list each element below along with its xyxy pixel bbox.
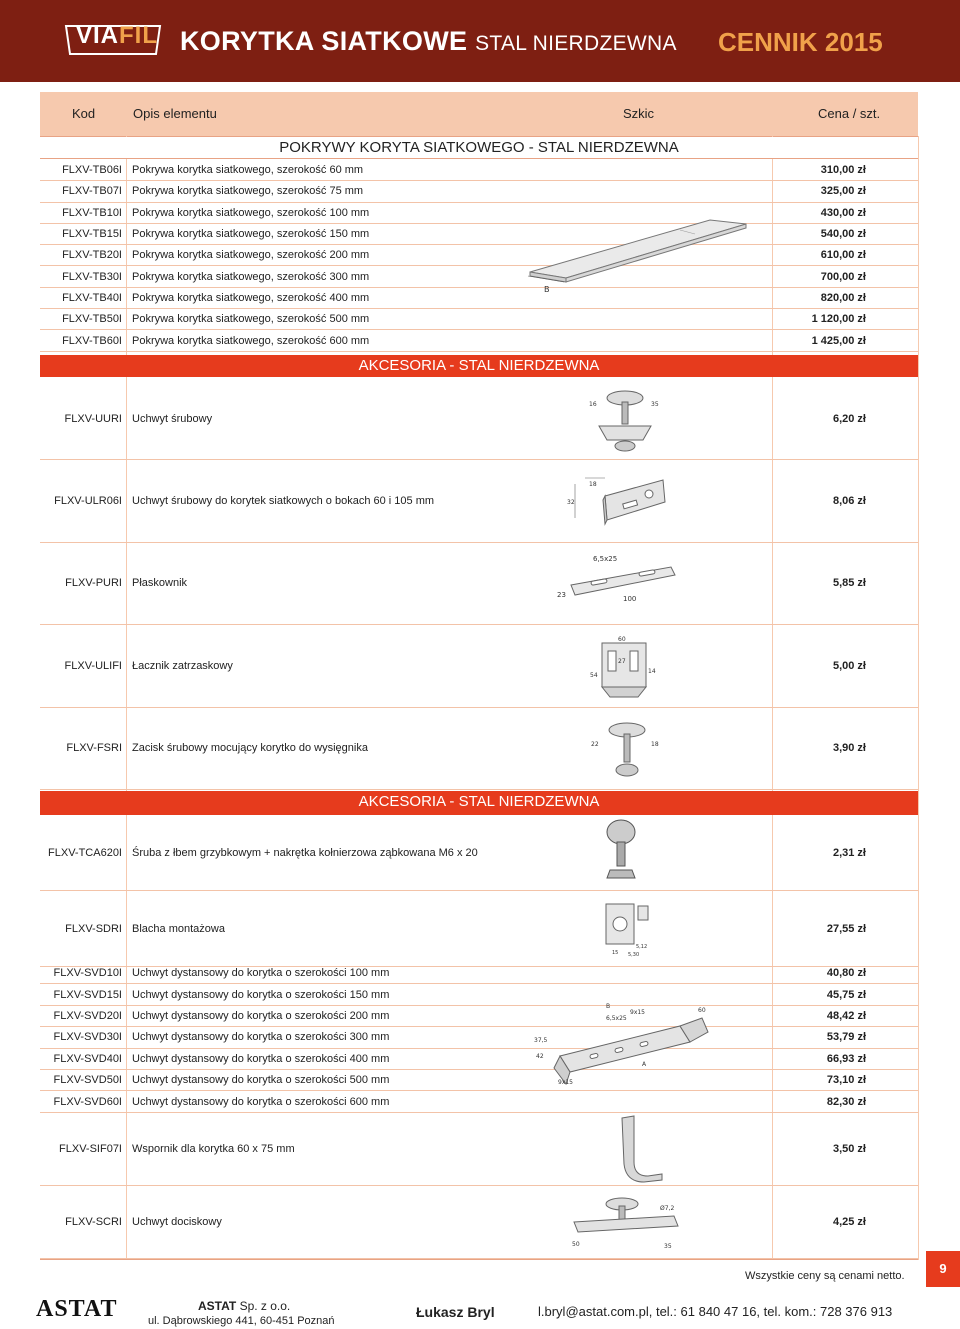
row-code: FLXV-SVD50I [53, 1074, 122, 1087]
row-desc: Uchwyt dystansowy do korytka o szerokości 600 mm [132, 1095, 390, 1108]
sketch-label: 6,5x25 [593, 555, 618, 563]
row-desc: Wspornik dla korytka 60 x 75 mm [132, 1143, 295, 1155]
row-code: FLXV-SVD15I [53, 988, 122, 1001]
row-desc: Uchwyt dystansowy do korytka o szerokości 400 mm [132, 1052, 390, 1065]
page-number: 9 [926, 1251, 960, 1287]
sketch-label: 18 [589, 481, 597, 488]
row-desc: Pokrywa korytka siatkowego, szerokość 400 mm [132, 291, 370, 304]
row-price: 73,10 zł [826, 1074, 866, 1087]
col-desc: Opis elementu [133, 106, 217, 121]
table-row [40, 625, 918, 707]
row-price: 27,55 zł [826, 922, 866, 935]
sketch-label: 42 [536, 1053, 544, 1060]
row-code: FLXV-FSRI [66, 742, 122, 755]
sketch-label: 60 [618, 636, 626, 643]
row-price: 5,00 zł [832, 659, 866, 672]
sketch-label: 50 [572, 1241, 580, 1248]
row-price: 325,00 zł [820, 185, 866, 198]
flat-bar-sketch-icon [553, 553, 683, 603]
row-price: 430,00 zł [820, 206, 866, 219]
row-desc: Śruba z łbem grzybkowym + nakrętka kołnierzowa ząbkowana M6 x 20 [132, 846, 478, 859]
bracket-sketch-icon [608, 1112, 668, 1184]
row-price: 8,06 zł [832, 495, 866, 508]
sketch-label: A [642, 1061, 647, 1068]
sketch-label: 5,30 [628, 952, 640, 958]
table-row [40, 181, 918, 202]
row-price: 82,30 zł [826, 1095, 866, 1108]
table-row [40, 543, 918, 625]
table-header [40, 92, 918, 136]
row-code: FLXV-ULIFI [64, 659, 122, 672]
net-prices-note: Wszystkie ceny są cenami netto. [745, 1270, 905, 1282]
distance-holder-sketch-icon [530, 998, 720, 1090]
section-accessories-2: AKCESORIA - STAL NIERDZEWNA [40, 791, 918, 815]
side-holder-sketch-icon [565, 474, 675, 534]
row-code: FLXV-TB15I [62, 228, 122, 241]
row-code: FLXV-UURI [64, 412, 122, 425]
sketch-label: 32 [567, 499, 575, 506]
sketch-label: 35 [664, 1243, 672, 1250]
row-desc: Pokrywa korytka siatkowego, szerokość 500 mm [132, 313, 370, 326]
row-price: 540,00 zł [820, 228, 866, 241]
screw-holder-sketch-icon [585, 388, 665, 456]
row-price: 45,75 zł [826, 988, 866, 1001]
section-covers: POKRYWY KORYTA SIATKOWEGO - STAL NIERDZEWNA [40, 137, 918, 159]
section-accessories: AKCESORIA - STAL NIERDZEWNA [40, 355, 918, 377]
snap-connector-sketch-icon [588, 633, 664, 701]
company-name: ASTAT Sp. z o.o. [198, 1299, 291, 1313]
page-header [0, 0, 960, 82]
table-row [40, 708, 918, 790]
row-desc: Uchwyt śrubowy do korytek siatkowych o bokach 60 i 105 mm [132, 495, 435, 508]
row-code: FLXV-TB40I [62, 291, 122, 304]
table-row [40, 309, 918, 330]
row-desc: Pokrywa korytka siatkowego, szerokość 150 mm [132, 228, 370, 241]
row-code: FLXV-SVD30I [53, 1031, 122, 1044]
sketch-label: B [606, 1003, 611, 1010]
company-address: ul. Dąbrowskiego 441, 60-451 Poznań [148, 1315, 335, 1327]
row-desc: Uchwyt śrubowy [132, 412, 213, 425]
row-price: 1 425,00 zł [811, 334, 866, 347]
row-code: FLXV-SVD40I [53, 1052, 122, 1065]
table-row [40, 1070, 918, 1091]
row-price: 40,80 zł [826, 967, 866, 980]
sketch-label: 35 [651, 401, 659, 408]
table-row [40, 815, 918, 891]
row-price: 3,50 zł [832, 1143, 866, 1155]
row-code: FLXV-ULR06I [54, 495, 122, 508]
row-code: FLXV-TB10I [62, 206, 122, 219]
row-price: 700,00 zł [820, 270, 866, 283]
row-code: FLXV-TB20I [62, 249, 122, 262]
sketch-label: 6,5x25 [606, 1015, 627, 1022]
row-code: FLXV-TB07I [62, 185, 122, 198]
sketch-label: 22 [591, 741, 599, 748]
row-price: 610,00 zł [820, 249, 866, 262]
row-code: FLXV-TCA620I [48, 846, 122, 859]
row-price: 66,93 zł [826, 1052, 866, 1065]
row-desc: Pokrywa korytka siatkowego, szerokość 75 mm [132, 185, 364, 198]
table-row [40, 245, 918, 266]
row-code: FLXV-SCRI [65, 1216, 122, 1228]
sketch-label: 5,12 [636, 944, 648, 950]
row-desc: Łacznik zatrzaskowy [132, 659, 233, 672]
col-sketch: Szkic [623, 106, 655, 121]
clamp-screw-sketch-icon [585, 718, 675, 784]
sketch-label: 9x15 [630, 1009, 646, 1016]
table-row [40, 203, 918, 224]
contact-person: Łukasz Bryl [416, 1304, 495, 1320]
table-row [40, 224, 918, 245]
sketch-label: 18 [651, 741, 659, 748]
row-price: 4,25 zł [832, 1216, 866, 1228]
sketch-label: 14 [648, 668, 656, 675]
row-desc: Pokrywa korytka siatkowego, szerokość 200 mm [132, 249, 370, 262]
contact-details[interactable]: l.bryl@astat.com.pl, tel.: 61 840 47 16, tel. kom.: 728 376 913 [538, 1304, 893, 1319]
brand-logo: VIAFIL [76, 22, 159, 49]
row-desc: Uchwyt dociskowy [132, 1216, 222, 1228]
row-desc: Uchwyt dystansowy do korytka o szerokości 150 mm [132, 988, 390, 1001]
table-row [40, 1027, 918, 1048]
table-row [40, 1006, 918, 1027]
row-desc: Uchwyt dystansowy do korytka o szerokości 200 mm [132, 1009, 390, 1022]
sketch-label: B [544, 285, 550, 294]
row-code: FLXV-PURI [65, 577, 122, 590]
row-desc: Uchwyt dystansowy do korytka o szerokości 100 mm [132, 967, 390, 980]
row-price: 820,00 zł [820, 291, 866, 304]
sketch-label: 16 [589, 401, 597, 408]
mushroom-screw-sketch-icon [598, 818, 644, 888]
sketch-label: 60 [698, 1007, 706, 1014]
price-list-year: CENNIK 2015 [718, 27, 883, 57]
pressure-holder-sketch-icon [560, 1190, 690, 1252]
col-code: Kod [72, 106, 96, 121]
table-row [40, 267, 918, 288]
column-divider [918, 136, 919, 1260]
row-desc: Płaskownik [132, 577, 188, 590]
sketch-label: 100 [623, 595, 637, 603]
table-row [40, 963, 918, 984]
row-price: 48,42 zł [826, 1009, 866, 1022]
row-desc: Uchwyt dystansowy do korytka o szerokości 500 mm [132, 1074, 390, 1087]
table-row [40, 160, 918, 181]
table-row [40, 330, 918, 351]
sketch-label: Ø7,2 [660, 1205, 675, 1212]
row-code: FLXV-TB06I [62, 164, 122, 177]
table-row [40, 378, 918, 460]
row-price: 6,20 zł [832, 412, 866, 425]
mounting-plate-sketch-icon [590, 898, 670, 960]
row-price: 1 120,00 zł [811, 313, 866, 326]
row-desc: Pokrywa korytka siatkowego, szerokość 600 mm [132, 334, 370, 347]
row-desc: Pokrywa korytka siatkowego, szerokość 100 mm [132, 206, 370, 219]
row-price: 53,79 zł [826, 1031, 866, 1044]
row-code: FLXV-SVD20I [53, 1009, 122, 1022]
sketch-label: 27 [618, 658, 626, 665]
table-row [40, 1186, 918, 1259]
table-row [40, 1049, 918, 1070]
table-row [40, 1113, 918, 1186]
sketch-label: 9x15 [558, 1079, 574, 1086]
row-code: FLXV-SIF07I [59, 1143, 122, 1155]
table-row [40, 460, 918, 542]
row-code: FLXV-SVD10I [53, 967, 122, 980]
row-code: FLXV-SVD60I [53, 1095, 122, 1108]
cover-sketch-icon [520, 212, 750, 294]
row-code: FLXV-TB30I [62, 270, 122, 283]
sketch-label: 15 [612, 950, 619, 956]
page-title: KORYTKA SIATKOWE STAL NIERDZEWNA [180, 26, 677, 56]
row-code: FLXV-TB60I [62, 334, 122, 347]
row-price: 2,31 zł [832, 846, 866, 859]
table-row [40, 891, 918, 967]
row-price: 310,00 zł [820, 164, 866, 177]
astat-logo: ASTAT [36, 1296, 118, 1322]
row-code: FLXV-TB50I [62, 313, 122, 326]
sketch-label: 23 [557, 591, 566, 599]
row-desc: Zacisk śrubowy mocujący korytko do wysięgnika [132, 742, 368, 755]
row-desc: Pokrywa korytka siatkowego, szerokość 300 mm [132, 270, 370, 283]
table-row [40, 288, 918, 309]
row-price: 5,85 zł [832, 577, 866, 590]
col-price: Cena / szt. [818, 106, 881, 121]
sketch-label: 37,5 [534, 1037, 548, 1044]
row-desc: Uchwyt dystansowy do korytka o szerokości 300 mm [132, 1031, 390, 1044]
row-price: 3,90 zł [832, 742, 866, 755]
row-desc: Pokrywa korytka siatkowego, szerokość 60 mm [132, 164, 364, 177]
table-row [40, 1091, 918, 1112]
row-code: FLXV-SDRI [65, 922, 122, 935]
row-desc: Blacha montażowa [132, 922, 225, 935]
sketch-label: 54 [590, 672, 598, 679]
table-row [40, 984, 918, 1005]
table-bottom-line [40, 1259, 918, 1260]
